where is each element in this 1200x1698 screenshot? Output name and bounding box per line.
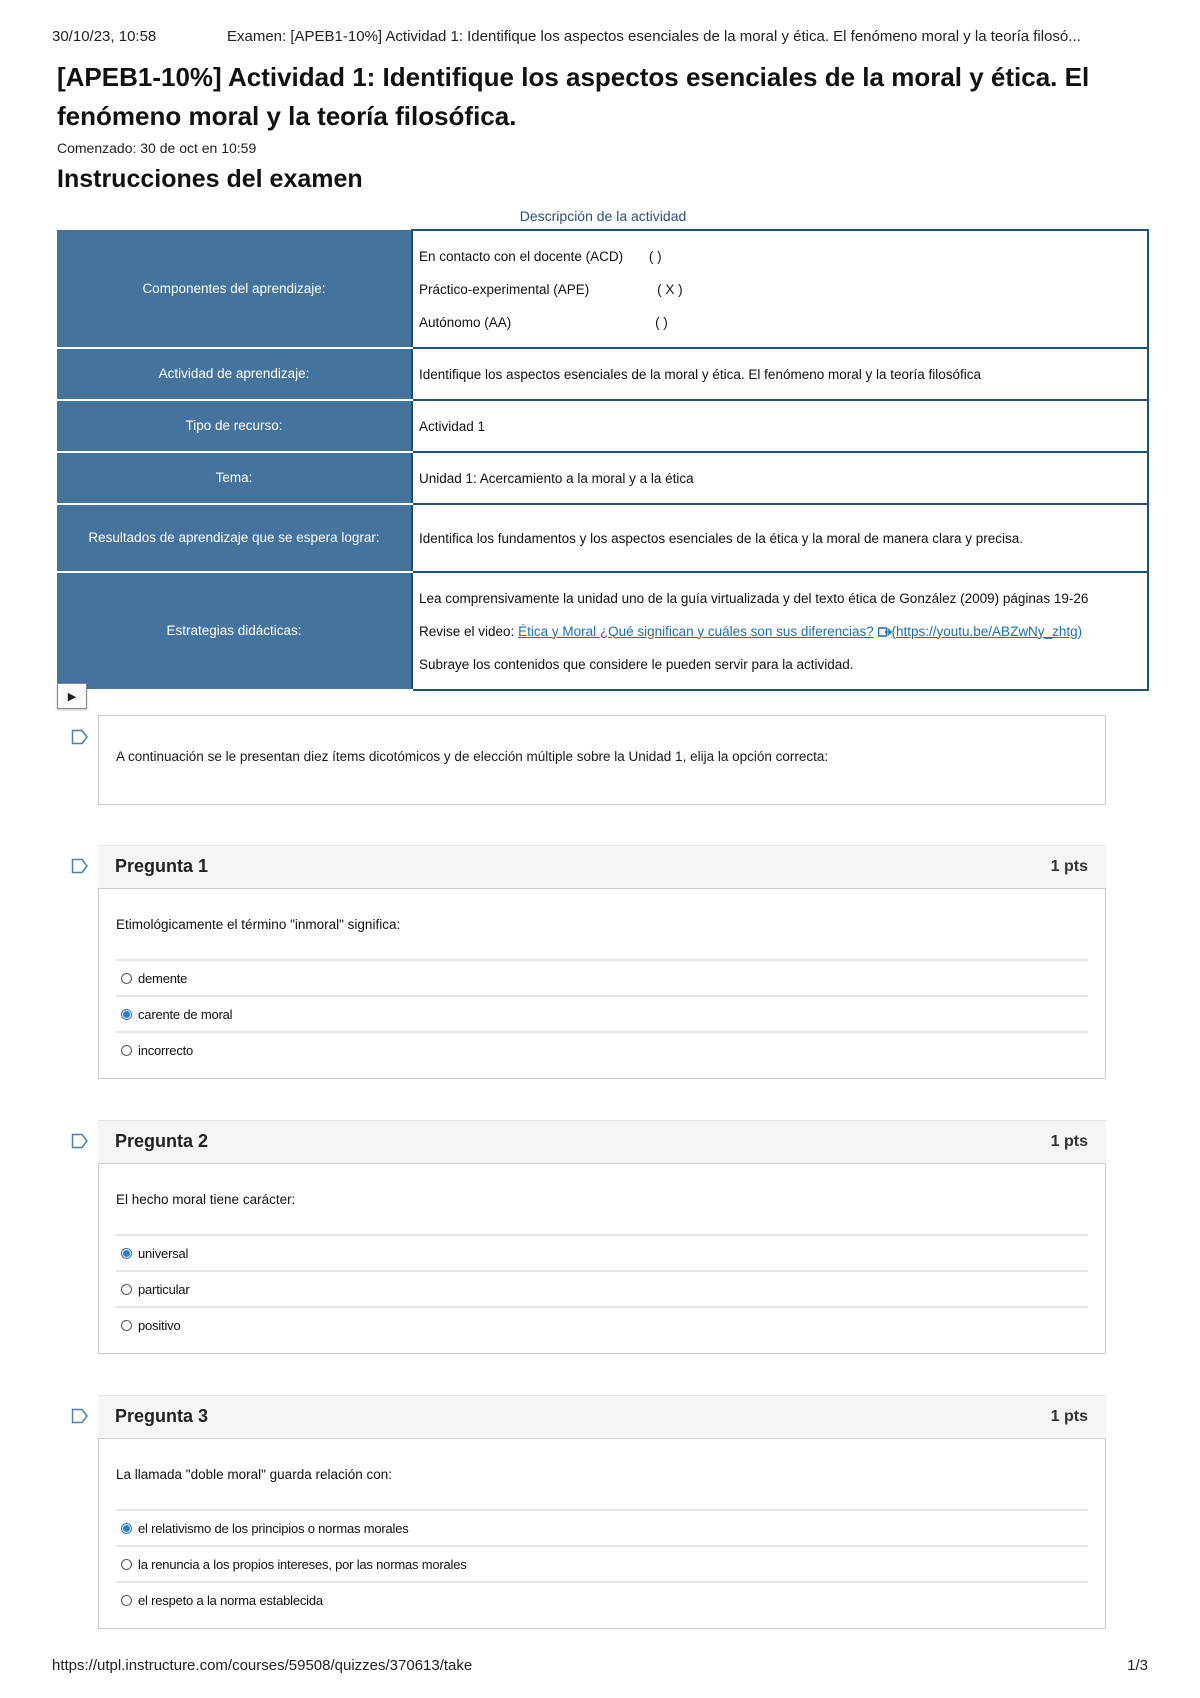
external-link-icon[interactable] xyxy=(878,616,892,626)
question-name: Pregunta 3 xyxy=(115,1406,209,1426)
flag-question-2-icon[interactable] xyxy=(71,1133,89,1149)
row-tema xyxy=(57,452,1148,504)
answer-radio[interactable] xyxy=(121,1559,132,1570)
started-timestamp: Comenzado: 30 de oct en 10:59 xyxy=(57,140,257,156)
answer-label[interactable]: incorrecto xyxy=(138,1042,194,1058)
activity-description-caption: Descripción de la actividad xyxy=(519,208,687,224)
question-text: La llamada "doble moral" guarda relación con: xyxy=(116,1467,392,1482)
componente-label: En contacto con el docente (ACD) xyxy=(419,248,624,264)
componente-mark: ( ) xyxy=(655,314,668,330)
activity-table xyxy=(57,229,1149,691)
row-resultados xyxy=(57,504,1148,572)
answer-option[interactable] xyxy=(116,1509,1088,1545)
question-name: Pregunta 2 xyxy=(115,1131,209,1151)
print-page-number: 1/3 xyxy=(1127,1657,1148,1674)
answer-radio[interactable] xyxy=(121,1009,132,1020)
answer-radio[interactable] xyxy=(121,1284,132,1295)
label-resultados: Resultados de aprendizaje que se espera lograr: xyxy=(57,504,412,572)
print-datetime: 30/10/23, 10:58 xyxy=(52,28,157,45)
question-body xyxy=(98,1438,1106,1629)
label-componentes: Componentes del aprendizaje: xyxy=(57,230,412,348)
answer-radio[interactable] xyxy=(121,1523,132,1534)
question-header xyxy=(98,845,1106,888)
componente-acd xyxy=(419,240,1141,273)
print-url: https://utpl.instructure.com/courses/59508/quizzes/370613/take xyxy=(52,1657,473,1674)
answer-option[interactable] xyxy=(116,995,1088,1031)
answer-list xyxy=(116,959,1088,1067)
print-header xyxy=(52,28,1148,48)
question-header xyxy=(98,1395,1106,1438)
answer-option[interactable] xyxy=(116,959,1088,995)
question-text: El hecho moral tiene carácter: xyxy=(116,1192,296,1207)
video-prefix: Revise el video: xyxy=(419,623,519,639)
print-document-title: Examen: [APEB1-10%] Actividad 1: Identifique los aspectos esenciales de la moral y ética. El fenómeno moral y la teoría filosó... xyxy=(227,28,1081,45)
answer-label[interactable]: el relativismo de los principios o normas morales xyxy=(138,1520,409,1536)
row-actividad xyxy=(57,348,1148,400)
value-estrategias xyxy=(412,572,1148,690)
value-resultados: Identifica los fundamentos y los aspectos esenciales de la ética y la moral de manera clara y precisa. xyxy=(412,504,1148,572)
row-tipo xyxy=(57,400,1148,452)
question-body xyxy=(98,1163,1106,1354)
answer-radio[interactable] xyxy=(121,1248,132,1259)
question-header xyxy=(98,1120,1106,1163)
intro-box xyxy=(98,715,1106,805)
componente-mark: ( X ) xyxy=(657,281,683,297)
intro-text: A continuación se le presentan diez ítems dicotómicos y de elección múltiple sobre la Unidad 1, elija la opción correcta: xyxy=(116,749,829,764)
answer-option[interactable] xyxy=(116,1234,1088,1270)
answer-option[interactable] xyxy=(116,1306,1088,1342)
answer-label[interactable]: la renuncia a los propios intereses, por las normas morales xyxy=(138,1556,467,1572)
question-1 xyxy=(98,845,1106,1079)
componente-label: Autónomo (AA) xyxy=(419,314,512,330)
answer-label[interactable]: particular xyxy=(138,1281,190,1297)
value-tema: Unidad 1: Acercamiento a la moral y a la ética xyxy=(412,452,1148,504)
video-url-link[interactable]: (https://youtu.be/ABZwNy_zhtg) xyxy=(891,623,1083,639)
row-estrategias xyxy=(57,572,1148,690)
video-link[interactable]: Ética y Moral ¿Qué significan y cuáles son sus diferencias? xyxy=(518,623,874,639)
componente-mark: ( ) xyxy=(648,248,662,264)
value-componentes xyxy=(412,230,1148,348)
answer-label[interactable]: universal xyxy=(138,1245,189,1261)
answer-label[interactable]: demente xyxy=(138,970,188,986)
label-tipo: Tipo de recurso: xyxy=(57,400,412,452)
question-2 xyxy=(98,1120,1106,1354)
label-estrategias: Estrategias didácticas: xyxy=(57,572,412,690)
answer-option[interactable] xyxy=(116,1581,1088,1617)
estrategia-lectura: Lea comprensivamente la unidad uno de la guía virtualizada y del texto ética de González (2009) páginas 19-26 xyxy=(419,590,1089,606)
value-actividad: Identifique los aspectos esenciales de la moral y ética. El fenómeno moral y la teoría filosófica xyxy=(412,348,1148,400)
answer-option[interactable] xyxy=(116,1545,1088,1581)
bookmark-flag-icon[interactable] xyxy=(71,729,89,745)
answer-list xyxy=(116,1509,1088,1617)
play-icon: ▶ xyxy=(67,690,77,703)
question-points: 1 pts xyxy=(1050,1408,1088,1425)
value-tipo: Actividad 1 xyxy=(412,400,1148,452)
answer-label[interactable]: el respeto a la norma establecida xyxy=(138,1592,323,1608)
question-points: 1 pts xyxy=(1050,1133,1088,1150)
question-3 xyxy=(98,1395,1106,1629)
print-footer xyxy=(52,1657,1148,1677)
question-name: Pregunta 1 xyxy=(115,856,209,876)
answer-option[interactable] xyxy=(116,1031,1088,1067)
flag-question-3-icon[interactable] xyxy=(71,1408,89,1424)
estrategia-video xyxy=(419,615,1141,648)
question-points: 1 pts xyxy=(1050,858,1088,875)
componente-label: Práctico-experimental (APE) xyxy=(419,281,590,297)
answer-label[interactable]: carente de moral xyxy=(138,1006,233,1022)
answer-label[interactable]: positivo xyxy=(138,1317,181,1333)
instructions-heading: Instrucciones del examen xyxy=(57,165,363,193)
question-text: Etimológicamente el término "inmoral" significa: xyxy=(116,917,401,932)
flag-question-1-icon[interactable] xyxy=(71,858,89,874)
question-body xyxy=(98,888,1106,1079)
answer-radio[interactable] xyxy=(121,1320,132,1331)
answer-option[interactable] xyxy=(116,1270,1088,1306)
row-componentes xyxy=(57,230,1148,348)
answer-list xyxy=(116,1234,1088,1342)
play-button[interactable] xyxy=(57,683,87,709)
componente-aa xyxy=(419,306,1141,339)
componente-ape xyxy=(419,273,1141,306)
label-actividad: Actividad de aprendizaje: xyxy=(57,348,412,400)
answer-radio[interactable] xyxy=(121,1045,132,1056)
page-title: [APEB1-10%] Actividad 1: Identifique los aspectos esenciales de la moral y ética. El fenómeno moral y la teoría filosófica. xyxy=(57,62,1090,131)
answer-radio[interactable] xyxy=(121,1595,132,1606)
label-tema: Tema: xyxy=(57,452,412,504)
answer-radio[interactable] xyxy=(121,973,132,984)
estrategia-subrayar: Subraye los contenidos que considere le pueden servir para la actividad. xyxy=(419,656,854,672)
